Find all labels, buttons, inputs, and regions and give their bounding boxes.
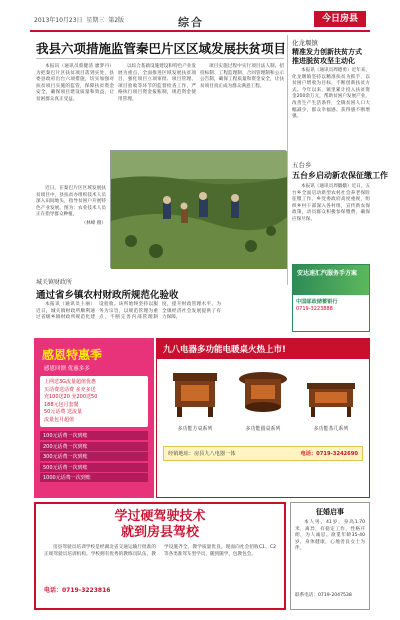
column-divider xyxy=(287,35,288,285)
promo-item: 流量包月超值 xyxy=(44,416,75,423)
furniture-ad-title: 九八电器多功能电暖桌火热上市! xyxy=(157,339,369,359)
driving-title-line2: 就到房县驾校 xyxy=(120,525,199,540)
lead-body-col1: 本报讯（通讯员蔡健清 廖梦丹）为把秦巴片区扶贫项目落到实处，县委县政府出台六项措施，切实加强对扶贫项目实施的监管，保障扶贫资金安全，确保项目建设质量和效益，让贫困群众真正受益。 xyxy=(36,64,114,102)
coffee-table-icon xyxy=(303,365,359,421)
furniture-phone: 电话：0719-3242690 xyxy=(300,451,358,457)
bank-ad xyxy=(292,264,370,332)
right-mid-body: 本报讯（通讯员周徽娥）近日，五台乡全面启动新型农村社会养老保险征缴工作。乡党委政府高度重视，组织乡村干部深入各村组，宣传新农保政策，动员群众积极参保缴费，确保应保尽保。 xyxy=(292,184,370,222)
right-mid-kicker: 五台乡 xyxy=(292,161,312,169)
bank-ad-phone: 0719-3223888 xyxy=(296,306,333,312)
newspaper-logo: 今日房县 xyxy=(314,11,366,27)
driving-title-line1: 学过硬驾驶技术 xyxy=(114,509,206,524)
lead-body-col2: 以综合基础设施建设和特色产业发展为重点，全面推进区域发展扶贫项目，强化项目立项审批、项目管理、项目验收等环节的监督检查工作，严格执行项目资金报账制，规范资金使用管理。 xyxy=(118,64,196,102)
photo-caption: 近日，在秦巴片区区域发展扶贫项目中，县扶贫办组织技术人员深入田间地头，指导贫困户开展特色产业发展。图为：农业技术人员正在指导群众种植。 （林峰 摄） xyxy=(36,186,106,226)
notice-contact: 联系电话：0719-2047538 xyxy=(295,593,352,598)
square-table-icon xyxy=(167,365,223,421)
special-offer-ad xyxy=(34,338,154,498)
driving-school-title xyxy=(36,509,284,541)
promo-item: 买话费送话费 多充多送 xyxy=(44,386,96,393)
product-row xyxy=(157,359,369,432)
product-coffee-table xyxy=(299,365,363,432)
furniture-contact xyxy=(163,446,363,461)
notice-box xyxy=(290,502,370,610)
promo-item: 188元包月套餐 xyxy=(44,401,79,408)
bank-ad-name: 中国邮政储蓄银行 xyxy=(296,299,338,305)
promo-item: 充100送20 充200送50 xyxy=(44,394,98,400)
ticket-item: 1000元话费一次到账 xyxy=(40,473,148,482)
ticket-list xyxy=(40,431,148,482)
notice-title: 征婚启事 xyxy=(316,508,344,516)
product-label: 多功能方桌系列 xyxy=(177,426,213,432)
bottom-left-body: 本报讯（通讯员王丽）近日，城关镇财政所顺利通过省级乡镇财政所规范化建设验收。该所始终坚持以服务为宗旨，以规范管理为重点，不断完善内部管理制度，提升财政管理水平，为全镇经济社会发展提供了有力保障。 xyxy=(36,302,221,321)
product-label: 多功能茶几系列 xyxy=(313,426,349,432)
round-table-icon xyxy=(235,365,291,421)
bottom-left-headline: 通过省乡镇农村财政所规范化验收 xyxy=(36,290,179,301)
lead-headline: 我县六项措施监管秦巴片区区域发展扶贫项目 xyxy=(36,41,287,56)
right-mid-headline: 五台乡启动新农保征缴工作 xyxy=(292,170,388,180)
product-round-table xyxy=(231,365,295,432)
driving-school-body: 房县驾驶员培训学校是经湖北省交通运输厅批准的正规驾驶员培训机构。学校拥有优秀的教练员队伍，教学设施齐全，教学质量优良。现面向社会招收C1、C2等各类准驾车型学员，随到随学，包教包会。 xyxy=(44,545,276,557)
section-title: 综合 xyxy=(178,16,204,29)
right-top-headline: 精准发力创新扶贫方式 推进脱贫攻坚主动化 xyxy=(292,47,362,65)
bank-ad-banner xyxy=(293,265,369,295)
driving-school-ad xyxy=(34,502,286,610)
product-label: 多功能圆桌系列 xyxy=(245,426,281,432)
lead-body-col3: 项目实施过程中实行项目法人制、招投标制、工程监理制、合同管理制和公示公告制，确保工程质量和资金安全，让扶贫项目真正成为群众满意工程。 xyxy=(200,64,284,89)
notice-body: 本人男，41岁，身高1.70米，离异，有稳定工作，性格开朗，为人诚恳。欲觅年龄35-40岁，身体健康，心地善良女士为伴。 xyxy=(295,520,365,552)
right-top-body: 本报讯（通讯员周德勇）近年来，化龙堰镇坚持以精准扶贫为抓手，以贫困户增收为目标，不断创新扶贫方式。今年以来，镇里累计投入扶贫资金200余万元，帮助贫困户发展产业，改善生产生活条件，全镇贫困人口大幅减少，群众幸福感、获得感不断增强。 xyxy=(292,68,370,120)
header-rule xyxy=(30,30,370,32)
ticket-item: 100元话费一次到账 xyxy=(40,431,148,440)
photo-credit: （林峰 摄） xyxy=(81,220,106,226)
ticket-item: 300元话费一次到账 xyxy=(40,452,148,461)
ticket-item: 200元话费一次到账 xyxy=(40,442,148,451)
bottom-left-kicker: 城关镇财政所 xyxy=(36,279,73,286)
special-offer-title: 感恩特惠季 xyxy=(42,348,103,362)
lead-rule xyxy=(36,58,284,59)
bank-ad-title: 安达速汇汽服务手方案 xyxy=(297,270,358,277)
right-top-kicker: 化龙堰镇 xyxy=(292,39,318,47)
issue-date: 2013年10月23日 星期三 第2版 xyxy=(34,17,125,24)
promo-item: 上网送3G流量超值优惠 xyxy=(44,379,97,385)
ticket-item: 500元话费一次到账 xyxy=(40,463,148,472)
special-offer-subtitle: 感恩回馈 优惠多多 xyxy=(44,366,90,372)
furniture-address: 经销地址：房县九八电器一体 xyxy=(168,451,236,457)
furniture-ad xyxy=(156,338,370,498)
product-square-table xyxy=(163,365,227,432)
driving-school-phone: 电话：0719-3223816 xyxy=(44,587,111,594)
promo-list xyxy=(40,376,148,427)
promo-item: 50元话费 送流量 xyxy=(44,409,82,415)
field-photo xyxy=(110,150,286,268)
